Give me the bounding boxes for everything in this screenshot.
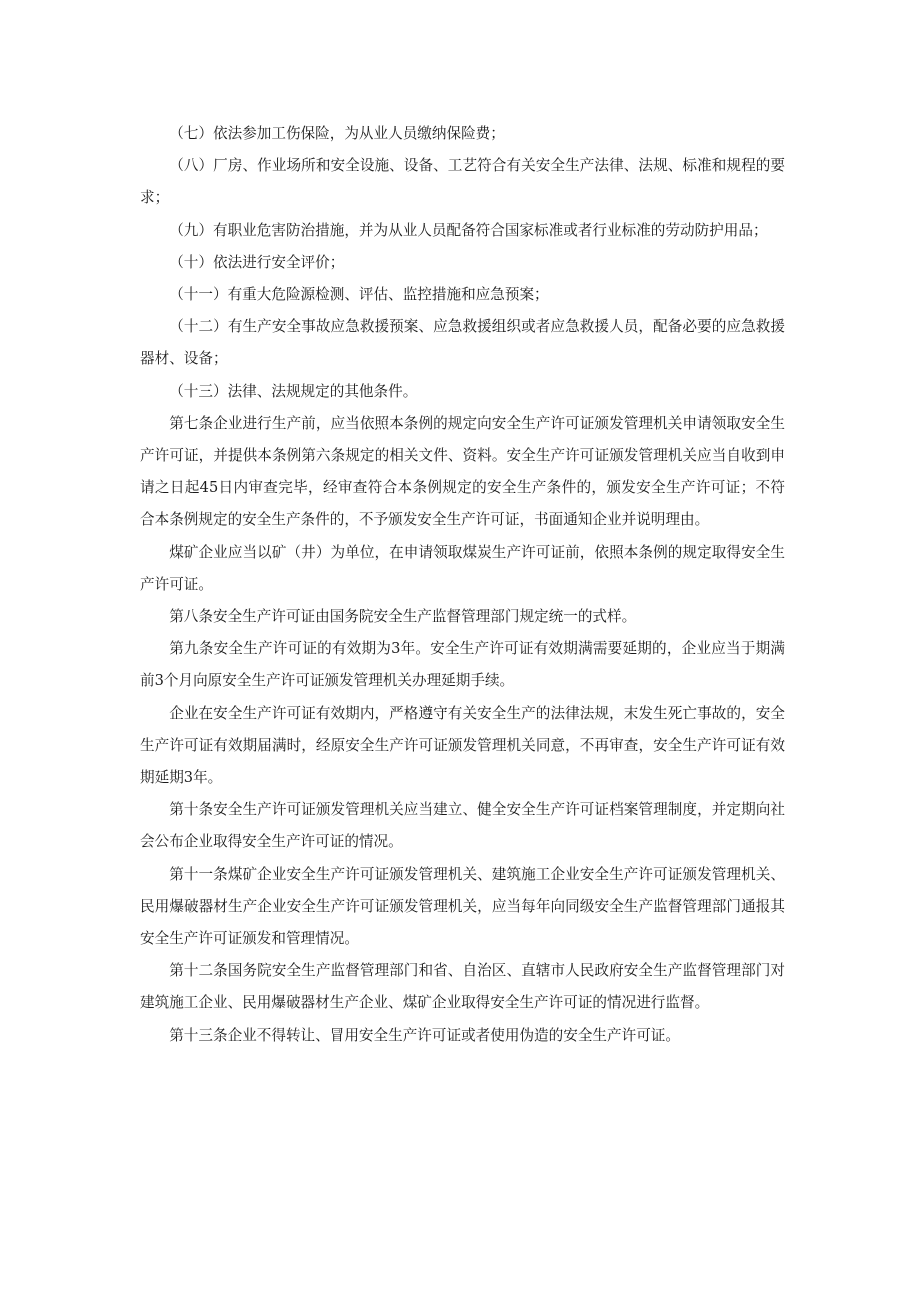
clause-12-emergency-plan: （十二）有生产安全事故应急救援预案、应急救援组织或者应急救援人员，配备必要的应急救援器材、设备； bbox=[140, 318, 785, 368]
clause-10-safety-evaluation: （十）依法进行安全评价； bbox=[169, 253, 345, 271]
article-10-paragraph: 第十条安全生产许可证颁发管理机关应当建立、健全安全生产许可证档案管理制度，并定期向社会公布企业取得安全生产许可证的情况。 bbox=[140, 801, 785, 851]
clause-9-occupational-hazard: （九）有职业危害防治措施，并为从业人员配备符合国家标准或者行业标准的劳动防护用品； bbox=[169, 221, 768, 239]
article-7-paragraph: 第七条企业进行生产前，应当依照本条例的规定向安全生产许可证颁发管理机关申请领取安全生产许可证，并提供本条例第六条规定的相关文件、资料。安全生产许可证颁发管理机关应当自收到申请之日起45日内审查完毕，经审查符合本条例规定的安全生产条件的，颁发安全生产许可证；不符合本条例规定的安全生产条件的，不予颁发安全生产许可证，书面通知企业并说明理由。 bbox=[140, 414, 785, 529]
article-12-paragraph: 第十二条国务院安全生产监督管理部门和省、自治区、直辖市人民政府安全生产监督管理部门对建筑施工企业、民用爆破器材生产企业、煤矿企业取得安全生产许可证的情况进行监督。 bbox=[140, 962, 785, 1012]
article-13-paragraph: 第十三条企业不得转让、冒用安全生产许可证或者使用伪造的安全生产许可证。 bbox=[169, 1026, 680, 1044]
article-9-paragraph: 第九条安全生产许可证的有效期为3年。安全生产许可证有效期满需要延期的，企业应当于期满前3个月向原安全生产许可证颁发管理机关办理延期手续。 bbox=[140, 640, 785, 690]
clause-11-major-hazards: （十一）有重大危险源检测、评估、监控措施和应急预案； bbox=[169, 286, 549, 304]
coal-mine-paragraph: 煤矿企业应当以矿（井）为单位，在申请领取煤炭生产许可证前，依照本条例的规定取得安全生产许可证。 bbox=[140, 543, 785, 593]
article-8-paragraph: 第八条安全生产许可证由国务院安全生产监督管理部门规定统一的式样。 bbox=[169, 608, 637, 626]
validity-extension-paragraph: 企业在安全生产许可证有效期内，严格遵守有关安全生产的法律法规，末发生死亡事故的，安全生产许可证有效期届满时，经原安全生产许可证颁发管理机关同意，不再审查，安全生产许可证有效期延期3年。 bbox=[140, 704, 785, 787]
article-11-paragraph: 第十一条煤矿企业安全生产许可证颁发管理机关、建筑施工企业安全生产许可证颁发管理机关、民用爆破器材生产企业安全生产许可证颁发管理机关，应当每年向同级安全生产监督管理部门通报其安全生产许可证颁发和管理情况。 bbox=[140, 865, 785, 948]
clause-7-insurance: （七）依法参加工伤保险，为从业人员缴纳保险费； bbox=[169, 125, 505, 142]
document-body bbox=[140, 118, 785, 1052]
clause-13-other-conditions: （十三）法律、法规规定的其他条件。 bbox=[169, 382, 418, 400]
clause-8-facilities: （八）厂房、作业场所和安全设施、设备、工艺符合有关安全生产法律、法规、标准和规程的要求； bbox=[140, 157, 785, 207]
